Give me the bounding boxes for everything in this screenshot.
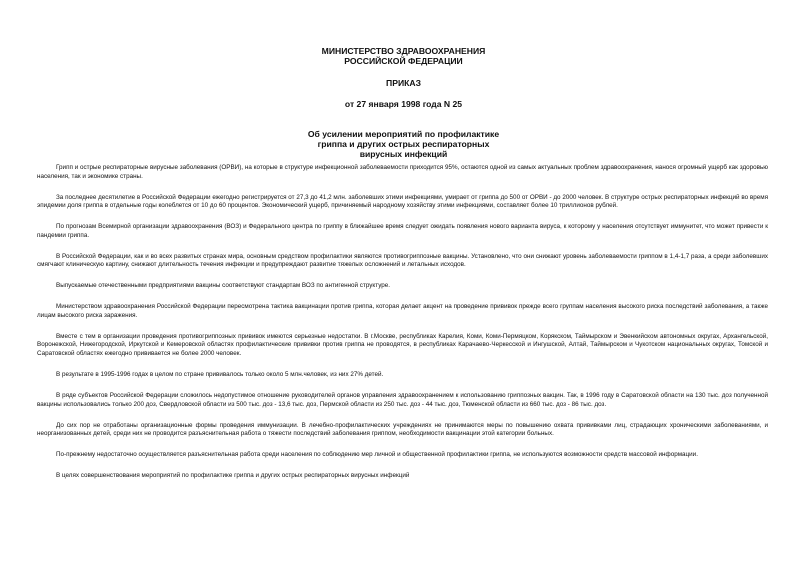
paragraph-8: В результате в 1995-1996 годах в целом по стране прививалось только около 5 млн.человек, из них 27% детей. <box>56 371 384 379</box>
paragraph-7: Вместе с тем в организации проведения противогриппозных прививок имеются серьезные недостатки. В г.Москве, республиках Карелия, Коми, Коми-Пермяцком, Корякском, Таймырском и Эвенкийском автономных округах, Архангельской, Воронежской, Нижегородской, Иркутской и Кемеровской областях профилактические прививки против гриппа не проводятся, в республиках Карачаево-Черкесской и Ингушской, Алтай, Таймырском и Чукотском национальных округах, Томской и Саратовской областях ежегодно прививается не более 2000 человек. <box>37 332 768 358</box>
paragraph-11: По-прежнему недостаточно осуществляется разъяснительная работа среди населения по соблюдению мер личной и общественной профилактики гриппа, не используются возможности средств массовой информации. <box>56 451 698 459</box>
paragraph-9: В ряде субъектов Российской Федерации сложилось недопустимое отношение руководителей органов управления здравоохранением к использованию гриппозных вакцин. Так, в 1996 году в Саратовской области на 130 тыс. доз полученной вакцины использовались только 200 доз, Свердловской области из 500 тыс. доз - 13,6 тыс. доз, Пермской области из 250 тыс. доз - 44 тыс. доз, Тюменской области из 660 тыс. доз - 86 тыс. доз. <box>37 392 768 408</box>
ministry-heading: МИНИСТЕРСТВО ЗДРАВООХРАНЕНИЯ РОССИЙСКОЙ ФЕДЕРАЦИИ <box>321 46 486 66</box>
order-date: от 27 января 1998 года N 25 <box>344 99 463 109</box>
paragraph-6: Министерством здравоохранения Российской Федерации пересмотрена тактика вакцинации против гриппа, которая делает акцент на проведение прививок прежде всего группам населения высокого риска последствий заболевания, а также лицам высокого риска заражения. <box>37 303 768 319</box>
paragraph-4: В Российской Федерации, как и во всех развитых странах мира, основным средством профилактики являются противогриппозные вакцины. Установлено, что они снижают уровень заболеваемости гриппом в 1,4-1,7 раза, а среди заболевших смягчают клиническую картину, снижают длительность течения инфекции и предупреждают развитие тяжелых осложнений и летальных исходов. <box>37 252 768 269</box>
paragraph-10: До сих пор не отработаны организационные формы проведения иммунизации. В лечебно-профилактических учреждениях не принимаются меры по повышению охвата прививками лиц, страдающих хроническими заболеваниями, и неорганизованных детей, среди них не проводится разъяснительная работа о тяжести последствий заболевания гриппом, необходимости вакцинации этой категории больных. <box>37 421 768 438</box>
paragraph-1: Грипп и острые респираторные вирусные заболевания (ОРВИ), на которые в структуре инфекционной заболеваемости приходится 95%, остаются одной из самых актуальных проблем здравоохранения, нанося огромный ущерб как здоровью населения, так и экономике страны. <box>37 164 768 180</box>
paragraph-5: Выпускаемые отечественными предприятиями вакцины соответствуют стандартам ВОЗ по антигенной структуре. <box>56 282 391 290</box>
paragraph-3: По прогнозам Всемирной организации здравоохранения (ВОЗ) и Федерального центра по гриппу в ближайшее время следует ожидать появления нового варианта вируса, к которому у населения отсутствует иммунитет, что может привести к пандемии гриппа. <box>37 223 768 239</box>
order-label: ПРИКАЗ <box>386 78 421 88</box>
paragraph-12: В целях совершенствования мероприятий по профилактике гриппа и других острых респираторных вирусных инфекций <box>56 472 410 480</box>
document-body <box>37 164 768 493</box>
order-title: Об усилении мероприятий по профилактике гриппа и других острых респираторных вирусных инфекций <box>307 129 500 159</box>
paragraph-2: За последнее десятилетие в Российской Федерации ежегодно регистрируется от 27,3 до 41,2 млн. заболевших этими инфекциями, умирает от гриппа до 500 от ОРВИ - до 2000 человек. В структуре острых респираторных инфекций во время эпидемии доля гриппа в отдельные годы колеблется от 10 до 60 процентов. Экономический ущерб, причиняемый народному хозяйству этими инфекциями, составляет более 10 триллионов рублей. <box>37 193 768 210</box>
